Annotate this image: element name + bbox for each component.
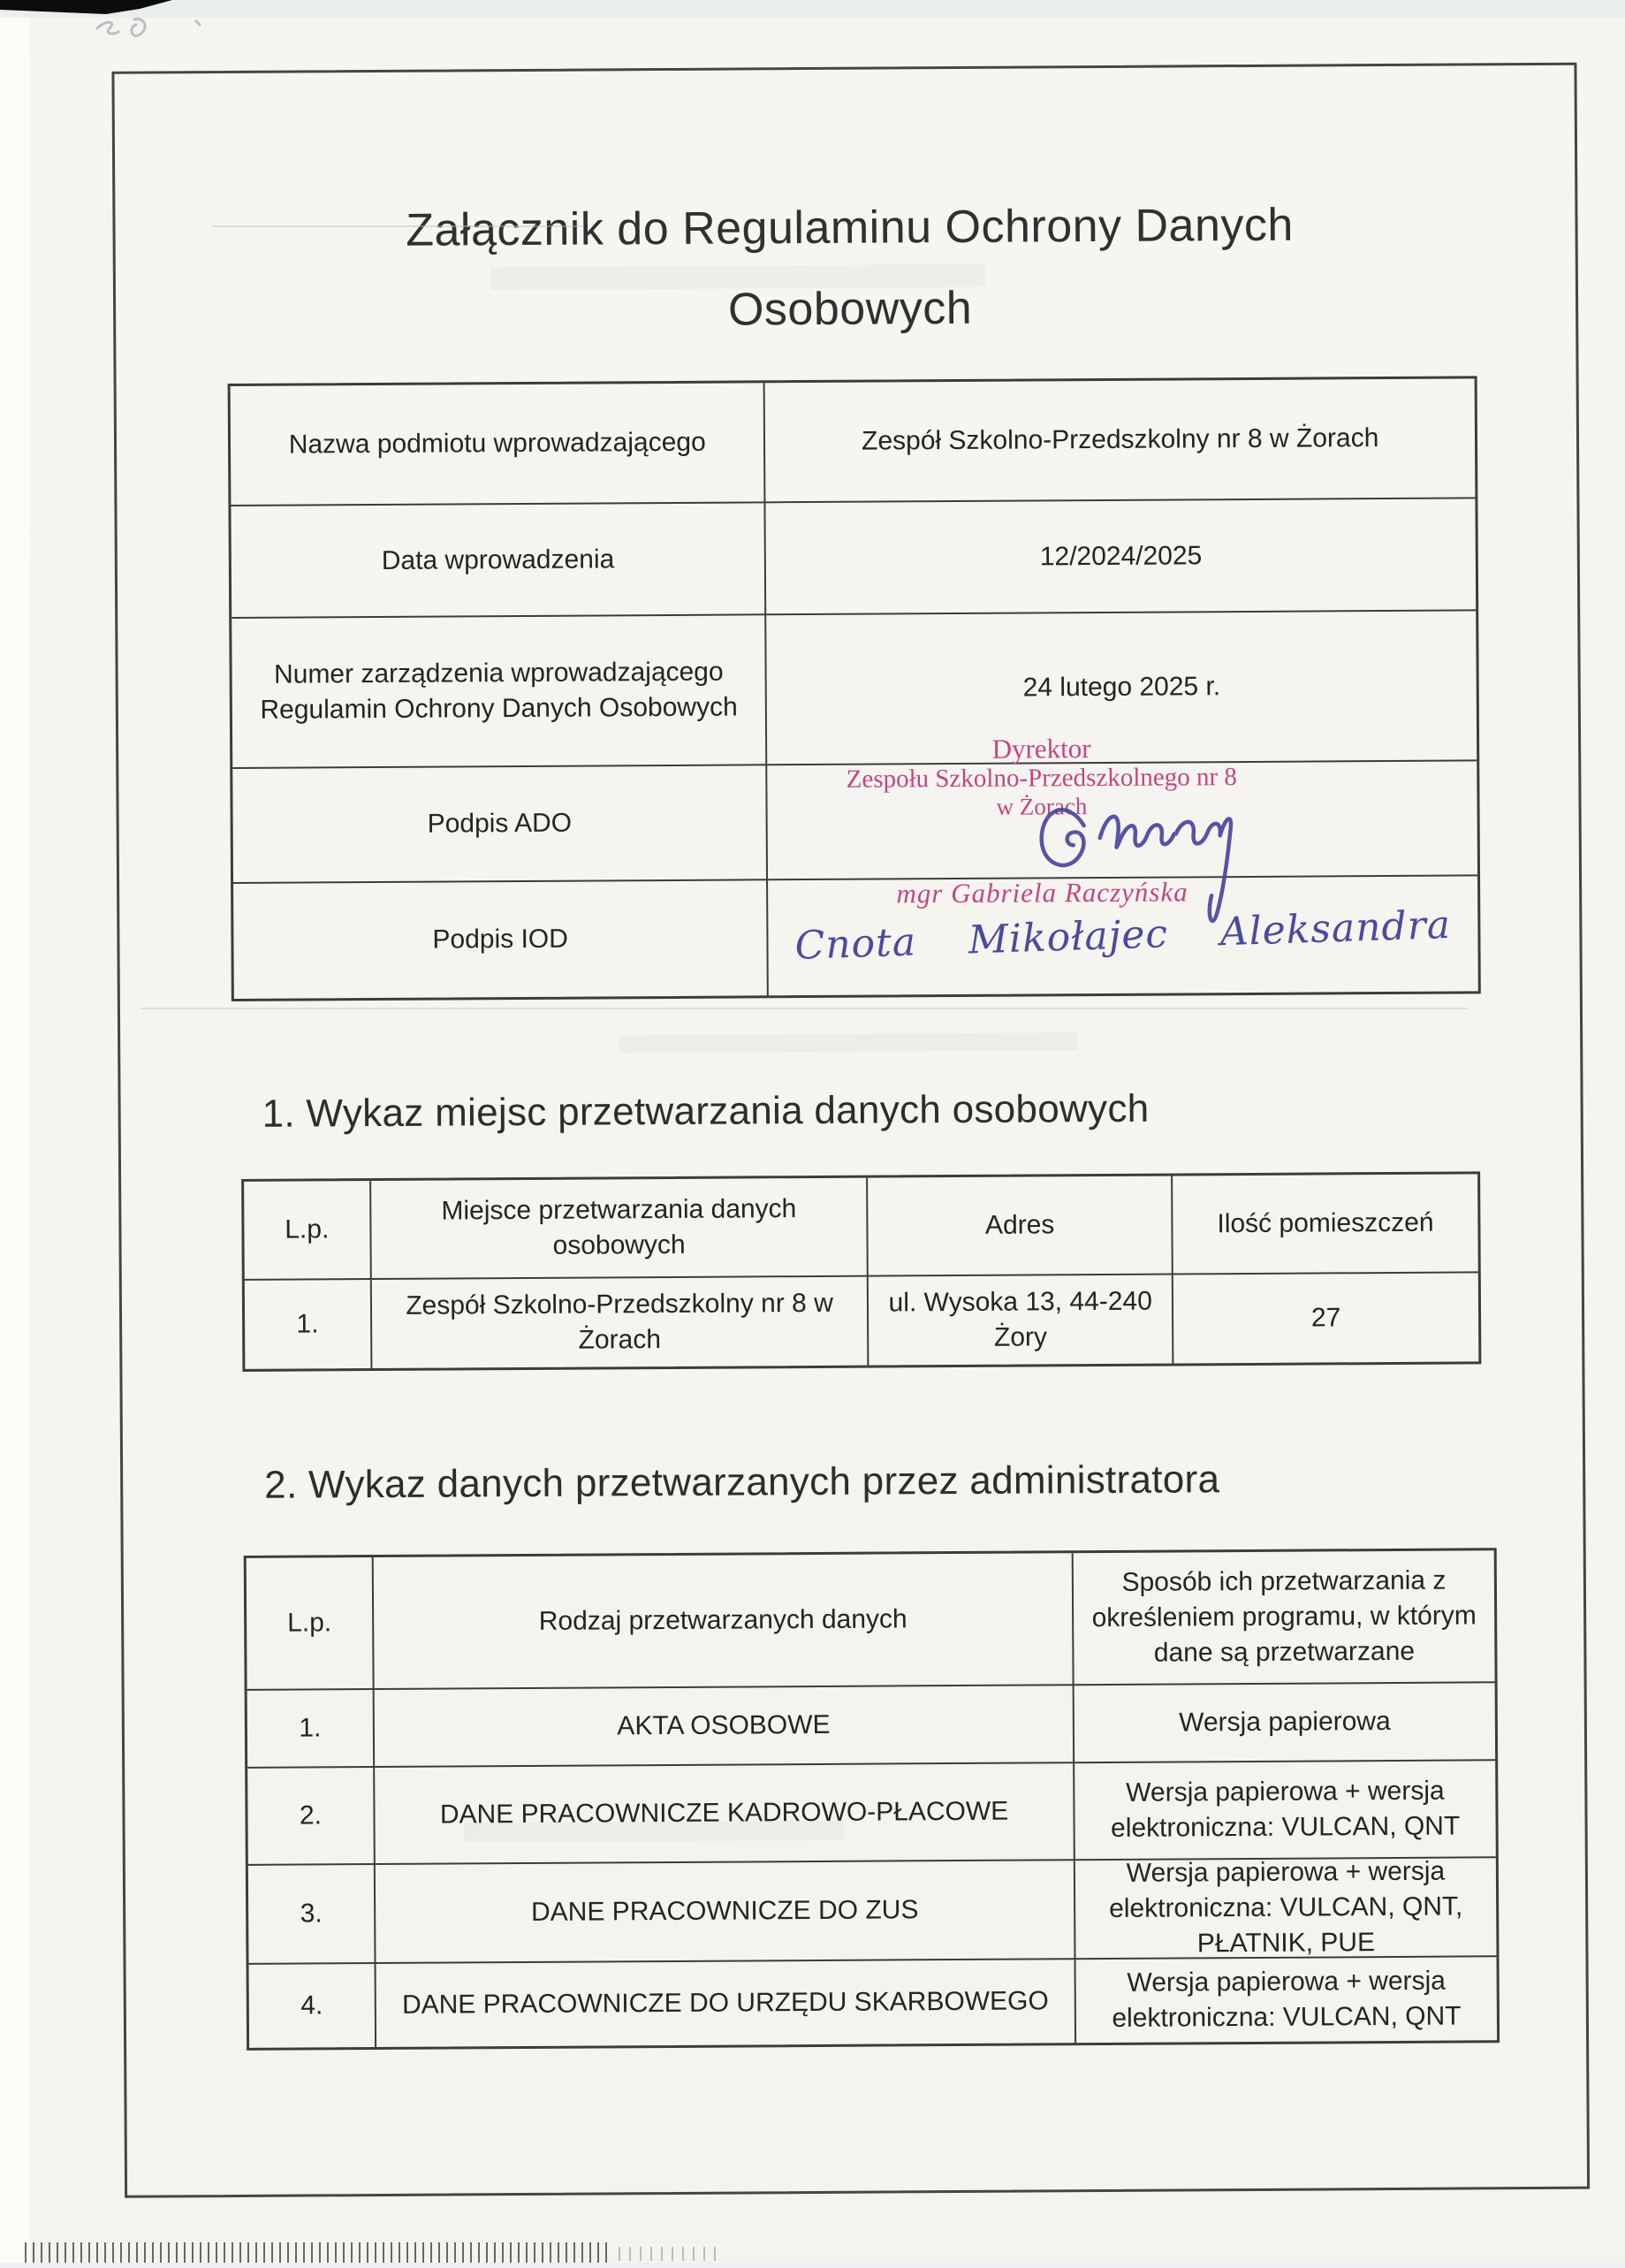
column-header: Adres — [868, 1176, 1173, 1277]
row-label: Data wprowadzenia — [231, 503, 766, 619]
table-cell: AKTA OSOBOWE — [375, 1686, 1075, 1768]
column-header: Rodzaj przetwarzanych danych — [374, 1553, 1074, 1690]
row-value: Zespół Szkolno-Przedszkolny nr 8 w Żorach — [765, 378, 1475, 503]
section1-heading: 1. Wykaz miejsc przetwarzania danych osobowych — [262, 1086, 1150, 1136]
iod-signature: Cnota Mikołajec Aleksandra — [794, 902, 1453, 969]
scan-stripes — [25, 2242, 608, 2263]
row-label: Podpis ADO — [232, 765, 768, 884]
row-label: Numer zarządzenia wprowadzającego Regulamin Ochrony Danych Osobowych — [232, 615, 767, 769]
scan-streak — [141, 1008, 1467, 1009]
stamp-name: mgr Gabriela Raczyńska — [896, 876, 1188, 909]
row-value: 24 lutego 2025 r. — [767, 611, 1477, 765]
table-cell: 1. — [245, 1280, 372, 1369]
column-header: Ilość pomieszczeń — [1173, 1174, 1477, 1275]
stamp-line: Zespołu Szkolno-Przedszkolnego nr 8 — [846, 763, 1237, 794]
row-label: Nazwa podmiotu wprowadzającego — [231, 383, 766, 506]
table-cell: Zespół Szkolno-Przedszkolny nr 8 w Żorach — [372, 1277, 869, 1368]
stamp-line: w Żorach — [996, 793, 1088, 820]
table-cell: DANE PRACOWNICZE KADROWO-PŁACOWE — [375, 1763, 1075, 1865]
row-label: Podpis IOD — [233, 880, 769, 999]
page-title-line1: Załącznik do Regulaminu Ochrony Danych — [406, 199, 1295, 256]
table-cell: DANE PRACOWNICZE DO URZĘDU SKARBOWEGO — [376, 1960, 1077, 2047]
table-cell: Wersja papierowa + wersja elektroniczna: VULCAN, QNT, PŁATNIK, PUE — [1075, 1858, 1497, 1960]
page-title — [226, 183, 1473, 354]
ado-signature-cell — [768, 733, 1477, 909]
iod-signature-cell — [768, 876, 1477, 995]
column-header: L.p. — [244, 1181, 371, 1281]
scan-stripes — [619, 2247, 725, 2261]
table-cell: Wersja papierowa — [1074, 1683, 1495, 1763]
locations-table — [241, 1171, 1481, 1372]
pencil-mark — [92, 11, 216, 46]
data-types-table — [244, 1548, 1500, 2051]
table-cell: DANE PRACOWNICZE DO ZUS — [376, 1861, 1076, 1964]
table-cell: 2. — [247, 1768, 376, 1866]
scan-streak — [212, 225, 583, 227]
info-table — [228, 376, 1481, 1001]
row-value: 12/2024/2025 — [766, 499, 1476, 615]
section2-heading: 2. Wykaz danych przetwarzanych przez administratora — [264, 1457, 1220, 1507]
column-header: Sposób ich przetwarzania z określeniem programu, w którym dane są przetwarzane — [1074, 1550, 1495, 1686]
column-header: Miejsce przetwarzania danych osobowych — [371, 1178, 869, 1280]
table-cell: 3. — [248, 1865, 376, 1965]
table-cell: 4. — [249, 1964, 377, 2048]
table-cell: 27 — [1310, 1303, 1341, 1333]
stamp-line: Dyrektor — [991, 733, 1091, 765]
bleed-through-ghost — [619, 1032, 1078, 1053]
table-cell: Wersja papierowa + wersja elektroniczna: VULCAN, QNT — [1112, 1966, 1462, 2033]
table-cell: 1. — [247, 1690, 376, 1769]
table-cell: Wersja papierowa + wersja elektroniczna: VULCAN, QNT — [1074, 1761, 1496, 1861]
page-title-line2: Osobowych — [727, 282, 973, 336]
column-header: L.p. — [247, 1557, 375, 1691]
table-cell: ul. Wysoka 13, 44-240 Żory — [869, 1275, 1173, 1366]
